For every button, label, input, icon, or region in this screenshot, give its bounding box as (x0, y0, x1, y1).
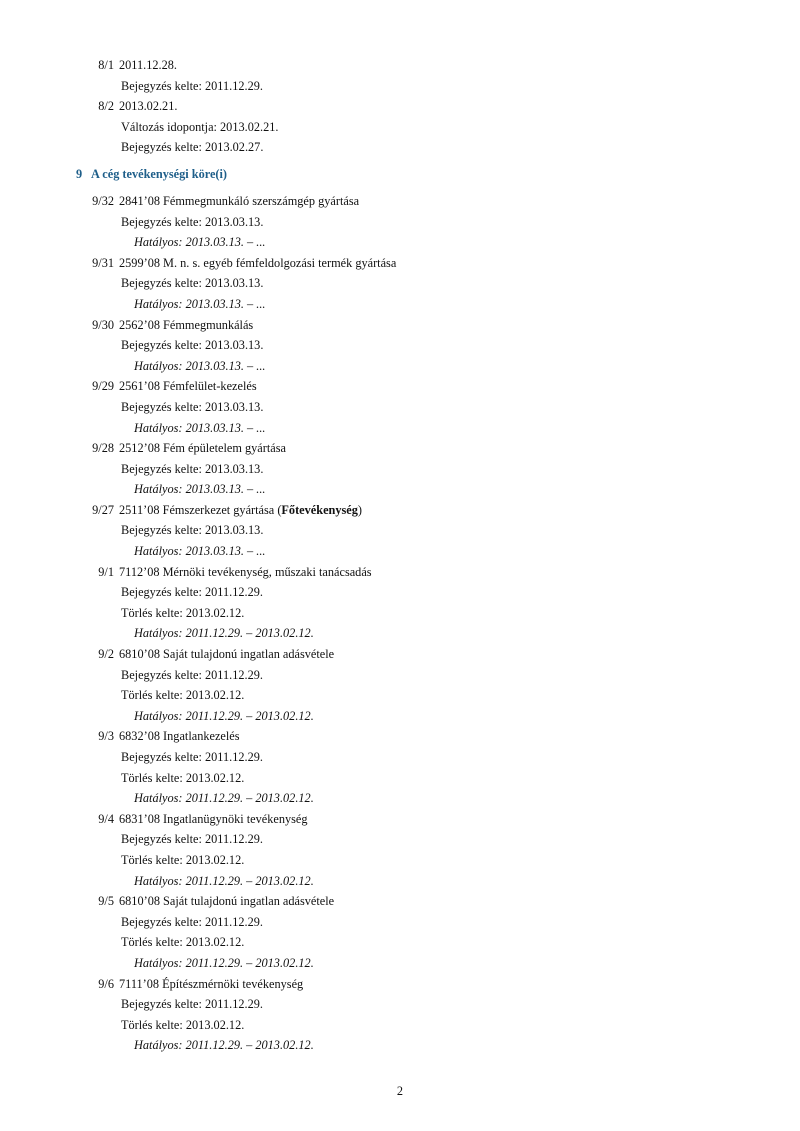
entry-title (119, 253, 396, 274)
entry-number: 9/1 (98, 564, 114, 579)
entry-detail: Bejegyzés kelte: 2011.12.29. (121, 914, 263, 929)
entry-detail: Bejegyzés kelte: 2011.12.29. (121, 832, 263, 847)
entry-validity: Hatályos: 2011.12.29. – 2013.02.12. (134, 955, 314, 970)
entry-title-row (0, 315, 800, 336)
entry-title (119, 891, 334, 912)
entry-number: 9/28 (92, 441, 114, 456)
entry-title-text: 2561’08 Fémfelület-kezelés (119, 379, 257, 394)
entry-detail: Törlés kelte: 2013.02.12. (121, 605, 245, 620)
entry-title-row (0, 644, 800, 665)
entry (0, 438, 800, 500)
entry-detail-row (0, 459, 800, 480)
page-number: 2 (396, 1084, 404, 1098)
entry-number: 9/29 (92, 379, 114, 394)
entry-detail-row (0, 665, 800, 686)
entry-detail-row (0, 603, 800, 624)
entry-detail: Bejegyzés kelte: 2013.03.13. (121, 214, 264, 229)
entry-detail-row (0, 335, 800, 356)
entry-detail: Törlés kelte: 2013.02.12. (121, 770, 245, 785)
entry-validity-row (0, 706, 800, 727)
entry-detail-row (0, 137, 800, 158)
entry-title-row (0, 55, 800, 76)
entry-validity-row (0, 953, 800, 974)
entry-validity: Hatályos: 2013.03.13. – ... (134, 420, 266, 435)
entry-title-text: 6831’08 Ingatlanügynöki tevékenység (119, 811, 308, 826)
entry-title-row (0, 438, 800, 459)
entry-validity: Hatályos: 2011.12.29. – 2013.02.12. (134, 873, 314, 888)
entry (0, 315, 800, 377)
entry-title-row (0, 809, 800, 830)
entry-title-row (0, 974, 800, 995)
pre-section-list (0, 55, 800, 158)
entry-detail-row (0, 273, 800, 294)
entry-detail: Bejegyzés kelte: 2011.12.29. (121, 78, 263, 93)
entry-title-text: 6810’08 Saját tulajdonú ingatlan adásvétele (119, 894, 335, 909)
entry-validity: Hatályos: 2013.03.13. – ... (134, 544, 266, 559)
entry-detail-row (0, 994, 800, 1015)
entry-number: 9/31 (92, 255, 114, 270)
entry-detail-row (0, 520, 800, 541)
entry-validity-row (0, 294, 800, 315)
entry-detail: Bejegyzés kelte: 2013.02.27. (121, 140, 264, 155)
activity-list (0, 191, 800, 1056)
entry-detail: Bejegyzés kelte: 2013.03.13. (121, 338, 264, 353)
entry-title-text: 7111’08 Építészmérnöki tevékenység (119, 976, 304, 991)
entry-validity: Hatályos: 2011.12.29. – 2013.02.12. (134, 626, 314, 641)
entry-number: 9/3 (98, 729, 114, 744)
entry-validity: Hatályos: 2013.03.13. – ... (134, 482, 266, 497)
entry (0, 96, 800, 158)
entry-title-text: 2562’08 Fémmegmunkálás (119, 317, 254, 332)
entry-detail-row (0, 1015, 800, 1036)
entry-title-row (0, 96, 800, 117)
entry-number: 9/2 (98, 647, 114, 662)
entry-title (119, 726, 240, 747)
entry-detail: Bejegyzés kelte: 2011.12.29. (121, 750, 263, 764)
entry-validity-row (0, 232, 800, 253)
entry-validity-row (0, 356, 800, 377)
entry-title (119, 96, 177, 117)
entry-title-row (0, 253, 800, 274)
section-title: A cég tevékenységi köre(i) (91, 166, 228, 181)
entry-title-text: 2013.02.21. (119, 99, 178, 114)
entry-title (119, 55, 177, 76)
entry-number: 9/5 (98, 894, 114, 909)
entry-detail-row (0, 685, 800, 706)
entry-detail: Bejegyzés kelte: 2013.03.13. (121, 461, 264, 476)
entry-title (119, 500, 362, 521)
entry (0, 500, 800, 562)
entry-title (119, 191, 359, 212)
entry-title-text: 7112’08 Mérnöki tevékenység, műszaki tanácsadás (119, 564, 372, 579)
entry-validity-row (0, 788, 800, 809)
entry-title (119, 438, 286, 459)
entry-detail: Törlés kelte: 2013.02.12. (121, 852, 245, 867)
entry (0, 891, 800, 973)
entry-title-text: 2511’08 Fémszerkezet gyártása ( (119, 502, 282, 517)
entry (0, 809, 800, 891)
document-content (0, 55, 800, 1056)
entry-detail: Bejegyzés kelte: 2013.03.13. (121, 276, 264, 291)
entry-detail-row (0, 829, 800, 850)
entry-detail-row (0, 582, 800, 603)
entry-validity: Hatályos: 2011.12.29. – 2013.02.12. (134, 791, 314, 806)
entry-detail: Változás idopontja: 2013.02.21. (121, 119, 279, 134)
entry-detail-row (0, 212, 800, 233)
entry-title-row (0, 726, 800, 747)
entry-title-row (0, 891, 800, 912)
entry-detail: Bejegyzés kelte: 2011.12.29. (121, 667, 263, 682)
entry (0, 726, 800, 808)
entry-title-row (0, 500, 800, 521)
entry-validity: Hatályos: 2013.03.13. – ... (134, 296, 266, 311)
entry-title (119, 809, 308, 830)
entry-title-suffix: ) (357, 502, 363, 517)
entry (0, 644, 800, 726)
entry-detail: Törlés kelte: 2013.02.12. (121, 935, 245, 950)
entry-detail-row (0, 912, 800, 933)
entry-title-text: 6832’08 Ingatlankezelés (119, 729, 240, 744)
entry-title-row (0, 562, 800, 583)
entry-detail-row (0, 76, 800, 97)
entry (0, 55, 800, 96)
entry-number: 9/30 (92, 317, 114, 332)
entry-detail-row (0, 747, 800, 768)
entry-validity-row (0, 479, 800, 500)
entry (0, 376, 800, 438)
entry-title (119, 974, 303, 995)
entry-title (119, 376, 257, 397)
entry-number: 9/4 (98, 811, 114, 826)
entry-validity-row (0, 871, 800, 892)
entry-title (119, 562, 372, 583)
entry-validity-row (0, 1035, 800, 1056)
entry (0, 191, 800, 253)
entry-detail: Törlés kelte: 2013.02.12. (121, 688, 245, 703)
entry-number: 8/1 (98, 58, 114, 72)
section-number: 9 (76, 166, 83, 181)
entry-detail-row (0, 117, 800, 138)
entry-detail: Bejegyzés kelte: 2013.03.13. (121, 523, 264, 538)
entry-title-row (0, 376, 800, 397)
section-heading (0, 158, 800, 191)
entry-detail-row (0, 850, 800, 871)
entry-title-text: 2512’08 Fém épületelem gyártása (119, 441, 286, 456)
entry-title (119, 315, 253, 336)
entry-validity: Hatályos: 2011.12.29. – 2013.02.12. (134, 708, 314, 723)
entry-number: 8/2 (98, 99, 114, 114)
entry-title-text: 2599’08 M. n. s. egyéb fémfeldolgozási termék gyártása (119, 255, 397, 270)
main-activity-label: Főtevékenység (281, 502, 358, 517)
entry-detail-row (0, 397, 800, 418)
entry-title (119, 644, 334, 665)
entry-number: 9/6 (98, 976, 114, 991)
entry-title-text: 6810’08 Saját tulajdonú ingatlan adásvétele (119, 647, 335, 662)
entry-detail: Törlés kelte: 2013.02.12. (121, 1017, 245, 1032)
entry-detail-row (0, 932, 800, 953)
entry-detail-row (0, 768, 800, 789)
entry-validity: Hatályos: 2013.03.13. – ... (134, 235, 266, 250)
entry-validity: Hatályos: 2011.12.29. – 2013.02.12. (134, 1038, 314, 1053)
entry (0, 562, 800, 644)
entry-validity-row (0, 418, 800, 439)
entry-validity-row (0, 541, 800, 562)
entry-number: 9/32 (92, 193, 114, 208)
entry-detail: Bejegyzés kelte: 2011.12.29. (121, 997, 263, 1012)
entry-number: 9/27 (92, 502, 114, 517)
entry-detail: Bejegyzés kelte: 2013.03.13. (121, 399, 264, 414)
entry (0, 253, 800, 315)
entry-title-text: 2841’08 Fémmegmunkáló szerszámgép gyártása (119, 193, 360, 208)
entry-title-text: 2011.12.28. (119, 58, 177, 72)
entry-validity-row (0, 623, 800, 644)
entry-title-row (0, 191, 800, 212)
entry-detail: Bejegyzés kelte: 2011.12.29. (121, 585, 263, 600)
entry-validity: Hatályos: 2013.03.13. – ... (134, 358, 266, 373)
entry (0, 974, 800, 1056)
